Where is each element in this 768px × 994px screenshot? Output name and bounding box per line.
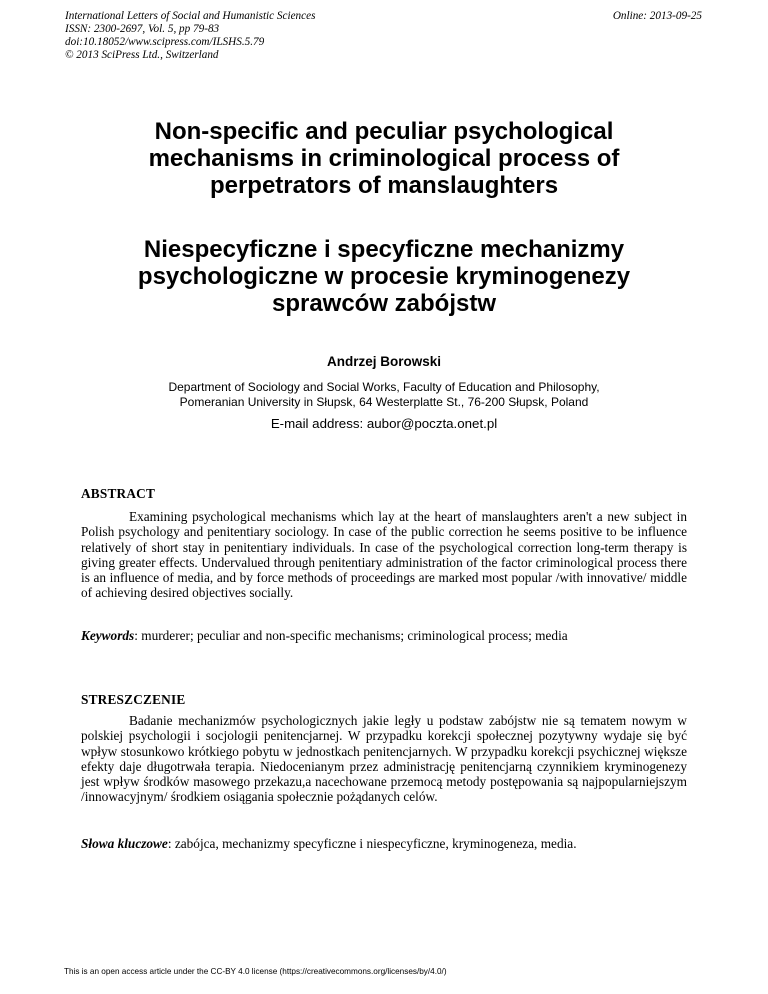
doi-line: doi:10.18052/www.scipress.com/ILSHS.5.79 xyxy=(65,36,265,48)
author-name: Andrzej Borowski xyxy=(326,354,442,369)
title-english: Non-specific and peculiar psychological mechanisms in criminological process of perpetrators of manslaughters xyxy=(148,118,620,199)
streszczenie-heading: STRESZCZENIE xyxy=(81,692,186,707)
streszczenie-text: Badanie mechanizmów psychologicznych jakie legły u podstaw zabójstw nie są tematem nowym w polskiej psychologii i socjologii penitencjarnej. W przypadku korekcji społecznej pozytywny wydaje się być wpływ stosunkowo krótkiego pobytu w jednostkach penitencjarnych. W przypadku korekcji psychicznej większe efekty daje długotrwała terapia. Niedocenianym przez administrację penitencjarną czynnikiem kryminogenezy jest wpływ środków masowego przekazu,a nacechowane przemocą metody postępowania są najpopularniejszym /innowacyjnym/ środkiem osiągania społecznie pożądanych celów. xyxy=(81,713,687,805)
title-polish: Niespecyficzne i specyficzne mechanizmy psychologiczne w procesie kryminogenezy sprawców zabójstw xyxy=(137,236,631,317)
journal-header xyxy=(65,10,315,62)
license-footer: This is an open access article under the CC-BY 4.0 license (https://creativecommons.org/licenses/by/4.0/) xyxy=(64,967,447,976)
keywords-label: Keywords xyxy=(81,628,135,643)
keywords-list: : murderer; peculiar and non-specific mechanisms; criminological process; media xyxy=(134,628,568,643)
copyright-line: © 2013 SciPress Ltd., Switzerland xyxy=(65,49,219,61)
keywords-polish xyxy=(81,836,687,852)
keywords-english xyxy=(81,628,687,644)
affiliation-line-2: Pomeranian University in Słupsk, 64 Westerplatte St., 76-200 Słupsk, Poland xyxy=(179,394,589,409)
online-date: Online: 2013-09-25 xyxy=(612,10,702,22)
slowa-kluczowe-list: : zabójca, mechanizmy specyficzne i niespecyficzne, kryminogeneza, media. xyxy=(167,836,577,851)
journal-name: International Letters of Social and Humanistic Sciences xyxy=(65,10,316,22)
abstract-heading: ABSTRACT xyxy=(81,486,156,501)
affiliation-line-1: Department of Sociology and Social Works, Faculty of Education and Philosophy, xyxy=(168,380,600,394)
abstract-text: Examining psychological mechanisms which lay at the heart of manslaughters aren't a new subject in Polish psychology and penitentiary sociology. In case of the public correction he seems positive to be influence relatively of short stay in penitentiary individuals. In case of the psychological correction long-term therapy is giving greater effects. Undervalued through penitentiary administration of the factor criminological process there is an influence of media, and by force methods of proceedings are marked most popular /with innovative/ middle of achieving desired objectives socially. xyxy=(81,509,687,601)
author-email: E-mail address: aubor@poczta.onet.pl xyxy=(270,416,498,431)
slowa-kluczowe-label: Słowa kluczowe xyxy=(81,836,168,851)
author-affiliation xyxy=(84,380,684,409)
issn-line: ISSN: 2300-2697, Vol. 5, pp 79-83 xyxy=(65,23,220,35)
